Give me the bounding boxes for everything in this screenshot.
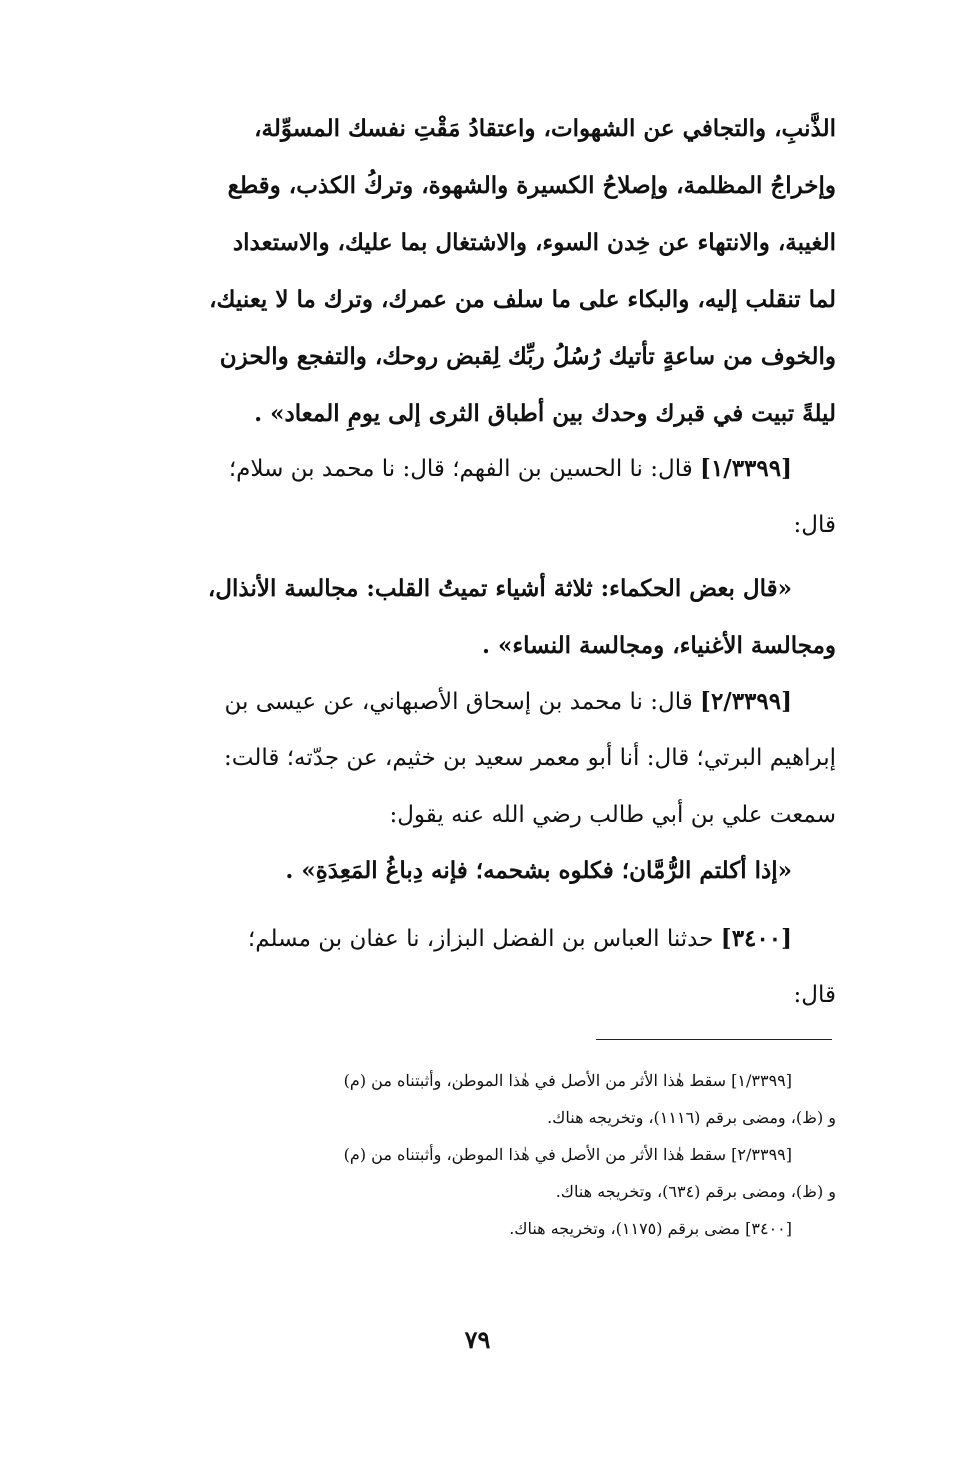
main-paragraph (118, 100, 836, 442)
narration-text: قال: نا الحسين بن الفهم؛ قال: نا محمد بن سلام؛ (228, 456, 693, 482)
main-paragraph-line: الغيبة، والانتهاء عن خِدن السوء، والاشتغال بما عليك، والاستعداد (232, 229, 836, 256)
narration-3400 (118, 910, 836, 1024)
main-paragraph-line: الذَّنبِ، والتجافي عن الشهوات، واعتقادُ مَقْتِ نفسك المسوِّلة، (254, 115, 836, 142)
narration-line (118, 440, 836, 497)
narration-line: قال: (793, 982, 836, 1008)
quote-line: «قال بعض الحكماء: ثلاثة أشياء تميتُ القلب: مجالسة الأنذال، (207, 575, 792, 602)
footnote-line: [٣٤٠٠] مضى برقم (١١٧٥)، وتخريجه هناك. (509, 1219, 792, 1238)
footnote-line: و (ظ)، ومضى برقم (٦٣٤)، وتخريجه هناك. (555, 1182, 836, 1201)
page-number: ٧٩ (464, 1325, 491, 1354)
narration-line (118, 673, 836, 730)
footnote-separator (596, 1039, 832, 1040)
quote-line: «إذا أكلتم الرُّمَّان؛ فكلوه بشحمه؛ فإنه دِباغُ المَعِدَةِ» . (285, 857, 792, 884)
narration-line: سمعت علي بن أبي طالب رضي الله عنه يقول: (389, 802, 836, 828)
footnotes (118, 1062, 836, 1247)
main-paragraph-line: ليلةً تبيت في قبرك وحدك بين أطباق الثرى إلى يومِ المعاد» . (254, 400, 836, 427)
main-paragraph-line: والخوف من ساعةٍ تأتيك رُسُلُ ربِّك لِقبض روحك، والتفجع والحزن (219, 343, 836, 370)
narration-3399-1 (118, 440, 836, 554)
quote-pomegranate (118, 842, 836, 899)
narration-line (118, 910, 836, 967)
narration-line: إبراهيم البرتي؛ قال: أنا أبو معمر سعيد بن خثيم، عن جدّته؛ قالت: (224, 745, 836, 771)
narration-text: حدثنا العباس بن الفضل البزاز، نا عفان بن مسلم؛ (247, 926, 714, 952)
main-paragraph-line: وإخراجُ المظلمة، وإصلاحُ الكسيرة والشهوة، وتركُ الكذب، وقطع (227, 172, 836, 199)
narration-text: قال: نا محمد بن إسحاق الأصبهاني، عن عيسى بن (224, 689, 693, 715)
footnote-line: و (ظ)، ومضى برقم (١١١٦)، وتخريجه هناك. (547, 1108, 836, 1127)
main-paragraph-line: لما تنقلب إليه، والبكاء على ما سلف من عمرك، وترك ما لا يعنيك، (209, 286, 836, 313)
narration-ref: [٢/٣٣٩٩] (700, 688, 792, 715)
narration-3399-2 (118, 673, 836, 844)
narration-line: قال: (793, 512, 836, 538)
quote-hukama (118, 560, 836, 674)
narration-ref: [١/٣٣٩٩] (700, 455, 792, 482)
narration-ref: [٣٤٠٠] (720, 925, 792, 952)
quote-line: ومجالسة الأغنياء، ومجالسة النساء» . (481, 632, 836, 659)
footnote-line: [٢/٣٣٩٩] سقط هٰذا الأثر من الأصل في هٰذا الموطن، وأثبتناه من (م) (343, 1145, 792, 1164)
footnote-line: [١/٣٣٩٩] سقط هٰذا الأثر من الأصل في هٰذا الموطن، وأثبتناه من (م) (343, 1071, 792, 1090)
